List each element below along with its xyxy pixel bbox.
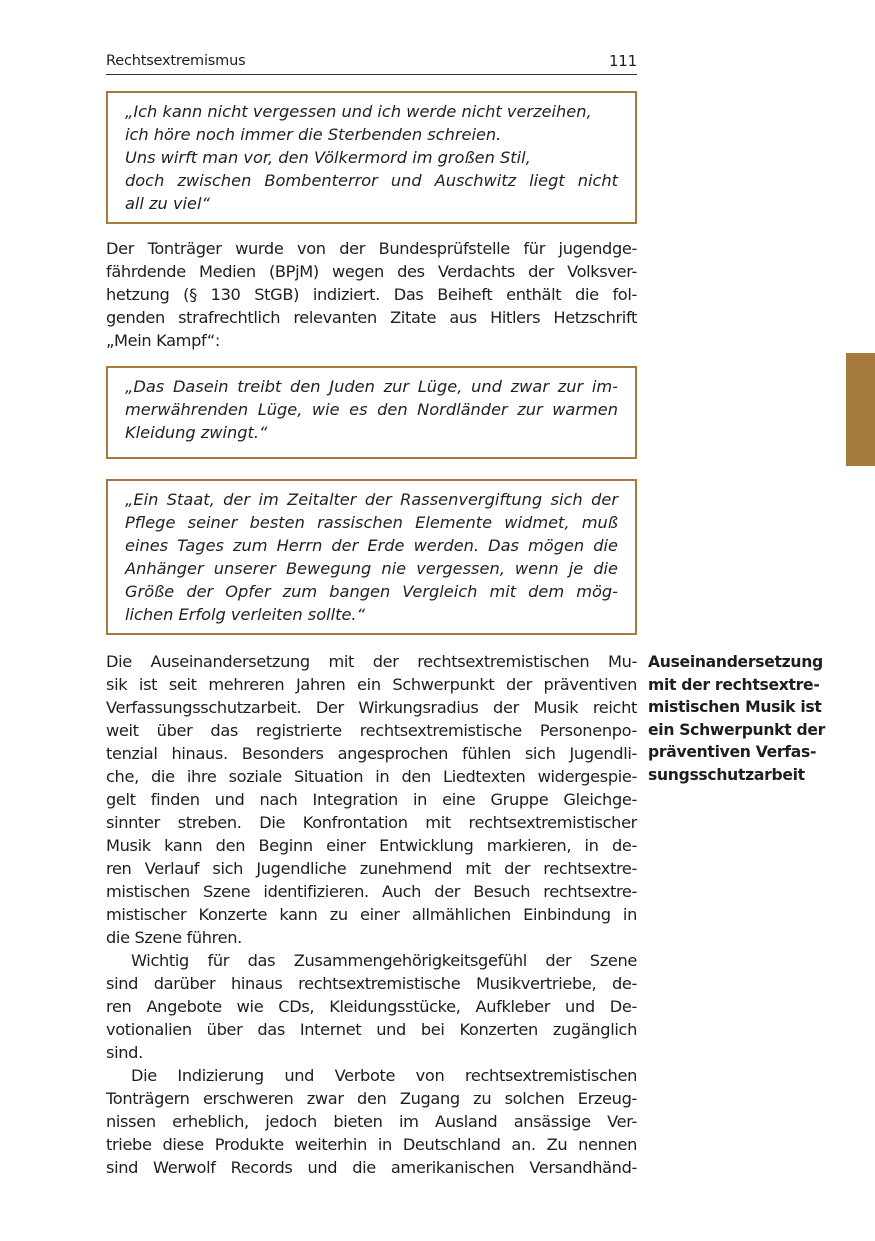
text-line: votionalien über das Internet und bei Konzerten zugänglich (106, 1020, 637, 1039)
text-line: sik ist seit mehreren Jahren ein Schwerpunkt der präventiven (106, 675, 637, 694)
text-line: Musik kann den Beginn einer Entwicklung markieren, in de- (106, 836, 637, 855)
text-line: sind. (106, 1043, 143, 1062)
text-line: fährdende Medien (BPjM) wegen des Verdachts der Volksver- (106, 262, 637, 281)
running-title: Rechtsextremismus (106, 53, 246, 69)
text-line: gelt finden und nach Integration in eine Gruppe Gleichge- (106, 790, 637, 809)
page-number: 111 (608, 52, 637, 70)
text-line: nissen erheblich, jedoch bieten im Ausland ansässige Ver- (106, 1112, 637, 1131)
text-line: „Mein Kampf“: (106, 331, 221, 350)
quote-line: eines Tages zum Herrn der Erde werden. Das mögen die (125, 536, 618, 555)
text-line: Die Auseinandersetzung mit der rechtsextremistischen Mu- (106, 652, 637, 671)
text-line: sind Werwolf Records und die amerikanischen Versandhänd- (106, 1158, 637, 1177)
quote-line: Größe der Opfer zum bangen Vergleich mit dem mög- (125, 582, 618, 601)
text-line: mistischer Konzerte kann zu einer allmählichen Einbindung in (106, 905, 637, 924)
quote-line: doch zwischen Bombenterror und Auschwitz liegt nicht (125, 171, 618, 190)
quote-box-song-lyrics (106, 91, 637, 224)
quote-line: „Ich kann nicht vergessen und ich werde nicht verzeihen, (125, 102, 592, 121)
paragraph-music-prevention (106, 650, 637, 949)
text-line: tenzial hinaus. Besonders angesprochen fühlen sich Jugendli- (106, 744, 637, 763)
text-line: Verfassungsschutzarbeit. Der Wirkungsradius der Musik reicht (106, 698, 637, 717)
quote-line: Kleidung zwingt.“ (125, 423, 268, 442)
paragraph-indexing-bans (106, 1064, 637, 1179)
quote-line: Anhänger unserer Bewegung nie vergessen, wenn je die (125, 559, 618, 578)
quote-line: lichen Erfolg verleiten sollte.“ (125, 605, 365, 624)
quote-line: „Das Dasein treibt den Juden zur Lüge, und zwar zur im- (125, 377, 618, 396)
paragraph-indexing (106, 237, 637, 352)
text-line: Die Indizierung und Verbote von rechtsextremistischen (131, 1066, 637, 1085)
text-line: Tonträgern erschweren zwar den Zugang zu solchen Erzeug- (106, 1089, 637, 1108)
margin-note-line: mistischen Musik ist (648, 698, 822, 716)
quote-line: Uns wirft man vor, den Völkermord im großen Stil, (125, 148, 531, 167)
text-line: ren Angebote wie CDs, Kleidungsstücke, Aufkleber und De- (106, 997, 637, 1016)
quote-line: merwährenden Lüge, wie es den Nordländer zur warmen (125, 400, 618, 419)
running-header (106, 52, 637, 75)
text-line: weit über das registrierte rechtsextremistische Personenpo- (106, 721, 637, 740)
quote-line: „Ein Staat, der im Zeitalter der Rassenvergiftung sich der (125, 490, 618, 509)
margin-note-line: präventiven Verfas- (648, 743, 817, 761)
text-line: die Szene führen. (106, 928, 242, 947)
text-line: Wichtig für das Zusammengehörigkeitsgefühl der Szene (131, 951, 637, 970)
margin-note (648, 651, 838, 786)
quote-line: all zu viel“ (125, 194, 210, 213)
text-line: ren Verlauf sich Jugendliche zunehmend mit der rechtsextre- (106, 859, 637, 878)
margin-note-line: ein Schwerpunkt der (648, 720, 826, 739)
paragraph-music-distributors (106, 949, 637, 1064)
text-line: che, die ihre soziale Situation in den Liedtexten widergespie- (106, 767, 637, 786)
margin-note-line: Auseinandersetzung (648, 653, 823, 671)
margin-note-line: mit der rechtsextre- (648, 675, 820, 694)
text-line: triebe diese Produkte weiterhin in Deutschland an. Zu nennen (106, 1135, 637, 1154)
text-line: hetzung (§ 130 StGB) indiziert. Das Beiheft enthält die fol- (106, 285, 637, 304)
quote-box-mein-kampf-1 (106, 366, 637, 459)
quote-line: Pflege seiner besten rassischen Elemente widmet, muß (125, 513, 618, 532)
text-line: genden strafrechtlich relevanten Zitate aus Hitlers Hetzschrift (106, 308, 637, 327)
margin-note-line: sungsschutzarbeit (648, 765, 805, 784)
chapter-thumb-tab (846, 353, 875, 466)
quote-box-mein-kampf-2 (106, 479, 637, 635)
text-line: sinnter streben. Die Konfrontation mit rechtsextremistischer (106, 813, 637, 832)
text-line: Der Tonträger wurde von der Bundesprüfstelle für jugendge- (106, 239, 637, 258)
quote-line: ich höre noch immer die Sterbenden schreien. (125, 125, 502, 144)
text-line: sind darüber hinaus rechtsextremistische Musikvertriebe, de- (106, 974, 637, 993)
text-line: mistischen Szene identifizieren. Auch der Besuch rechtsextre- (106, 882, 637, 901)
